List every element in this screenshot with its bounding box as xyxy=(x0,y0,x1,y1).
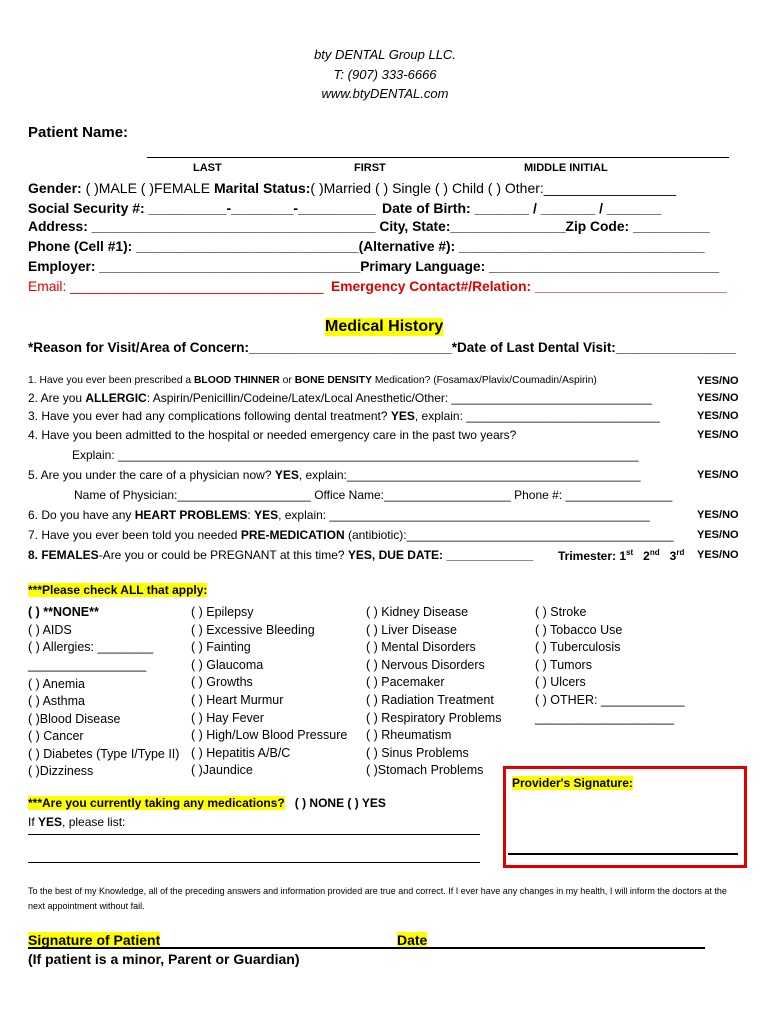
medical-history-title: Medical History xyxy=(325,318,444,335)
disclaimer-text: To the best of my Knowledge, all of the preceding answers and information provided are true and correct. If I ever have any changes in my health, I will inform the doctors at the next appointment without fail. xyxy=(28,886,727,911)
checklist-item[interactable]: ( ) Asthma xyxy=(28,694,85,708)
checklist-item[interactable]: ( ) Tumors xyxy=(535,658,592,672)
medications-options[interactable]: ( ) NONE ( ) YES xyxy=(294,796,386,810)
checklist-item[interactable]: ( ) Cancer xyxy=(28,729,84,743)
emergency-contact-field[interactable]: Emergency Contact#/Relation: _________________________ xyxy=(331,279,727,294)
company-phone: T: (907) 333-6666 xyxy=(333,67,437,82)
checklist-item[interactable]: ( ) Glaucoma xyxy=(191,658,264,672)
ssn-field[interactable]: Social Security #: __________-________-__________ xyxy=(28,200,376,216)
marital-label: Marital Status: xyxy=(213,180,311,196)
q3-rest: , explain: _____________________________ xyxy=(414,409,660,423)
q2-rest: : Aspirin/Penicillin/Codeine/Latex/Local Anesthetic/Other: ______________________________ xyxy=(146,391,652,405)
q3-yesno[interactable]: YES/NO xyxy=(697,410,739,422)
q5-yesno[interactable]: YES/NO xyxy=(697,469,739,481)
question-7[interactable] xyxy=(28,528,674,542)
medications-line-1[interactable] xyxy=(28,834,480,835)
q6-text: 6. Do you have any xyxy=(28,508,135,522)
q5-text: 5. Are you under the care of a physician now? xyxy=(28,468,275,482)
medications-row[interactable] xyxy=(28,796,386,810)
checklist-item[interactable]: _________________ xyxy=(28,658,147,672)
gender-label: Gender: xyxy=(28,180,82,196)
medications-line-2[interactable] xyxy=(28,862,480,863)
employer-field[interactable]: Employer: __________________________________Primary Language: ______________________________ xyxy=(28,259,720,274)
checklist-item[interactable]: ( ) Anemia xyxy=(28,677,85,691)
date-label-text: Date xyxy=(397,932,428,948)
guardian-note: (If patient is a minor, Parent or Guardian) xyxy=(28,951,300,967)
company-name: bty DENTAL Group LLC. xyxy=(314,47,456,62)
q4-explain-field[interactable]: Explain: ______________________________________________________________________________ xyxy=(72,448,639,462)
gender-row[interactable] xyxy=(28,180,676,196)
checklist-item[interactable]: ( ) Fainting xyxy=(191,640,251,654)
checklist-item[interactable]: ( ) Pacemaker xyxy=(366,675,445,689)
dob-field[interactable]: Date of Birth: _______ / _______ / _______ xyxy=(382,200,662,216)
checklist-item[interactable]: ( ) Liver Disease xyxy=(366,623,457,637)
checklist-item[interactable]: ____________________ xyxy=(535,711,675,725)
q8-text: -Are you or could be PREGNANT at this time? xyxy=(98,548,348,562)
checklist-item[interactable]: ( ) Respiratory Problems xyxy=(366,711,502,725)
checklist-item[interactable]: ( ) Allergies: ________ xyxy=(28,640,154,654)
question-6[interactable] xyxy=(28,508,650,522)
checklist-item[interactable]: ( ) Tobacco Use xyxy=(535,623,623,637)
q2-text: 2. Are you xyxy=(28,391,86,405)
checklist-item[interactable]: ( ) Diabetes (Type I/Type II) xyxy=(28,747,180,761)
first-name-label: FIRST xyxy=(354,162,386,174)
q1-yesno[interactable]: YES/NO xyxy=(697,375,739,387)
q5-rest: , explain:____________________________________________ xyxy=(298,468,641,482)
checklist-item[interactable]: ( ) Ulcers xyxy=(535,675,586,689)
checklist-item[interactable]: ( ) Kidney Disease xyxy=(366,605,469,619)
q6-rest: , explain: ________________________________________________ xyxy=(278,508,650,522)
q3-yes: YES xyxy=(390,409,415,423)
date-label xyxy=(397,932,427,948)
patient-name-line[interactable] xyxy=(147,157,729,158)
q7-rest: (antibiotic):________________________________________ xyxy=(344,528,674,542)
q5-physician-field[interactable]: Name of Physician:____________________ Office Name:___________________ Phone #: ________________ xyxy=(74,488,673,502)
gender-options[interactable]: ( )MALE ( )FEMALE xyxy=(85,180,211,196)
company-website: www.btyDENTAL.com xyxy=(321,86,449,101)
signature-line[interactable] xyxy=(28,947,705,949)
checklist-item[interactable]: ( ) **NONE** xyxy=(28,605,99,619)
q8-trimester[interactable]: Trimester: 1st 2nd 3rd xyxy=(558,548,685,563)
question-1: 1. Have you ever been prescribed a BLOOD THINNER or BONE DENSITY Medication? (Fosamax/Plavix/Coumadin/Aspirin) xyxy=(28,375,597,386)
checklist-item[interactable]: ( ) High/Low Blood Pressure xyxy=(191,728,348,742)
provider-signature-text: Provider's Signature: xyxy=(512,776,633,790)
signature-label-text: Signature of Patient xyxy=(28,932,161,948)
q8-females: 8. FEMALES xyxy=(28,548,99,562)
question-4: 4. Have you been admitted to the hospital or needed emergency care in the past two years? xyxy=(28,428,517,442)
signature-of-patient-label xyxy=(28,932,160,948)
checklist-item[interactable]: ( )Dizziness xyxy=(28,764,94,778)
question-3[interactable] xyxy=(28,409,660,423)
checklist-item[interactable]: ( ) Heart Murmur xyxy=(191,693,284,707)
q8-yesno[interactable]: YES/NO xyxy=(697,549,739,561)
checklist-item[interactable]: ( ) Excessive Bleeding xyxy=(191,623,315,637)
checklist-item[interactable]: ( )Stomach Problems xyxy=(366,763,484,777)
provider-signature-label xyxy=(512,776,633,790)
email-field[interactable]: Email: _________________________________ xyxy=(28,279,324,294)
q6-yesno[interactable]: YES/NO xyxy=(697,509,739,521)
provider-signature-line[interactable] xyxy=(508,853,738,855)
checklist-item[interactable]: ( ) Hepatitis A/B/C xyxy=(191,746,291,760)
patient-name-label: Patient Name: xyxy=(28,124,129,141)
marital-options[interactable]: ( )Married ( ) Single ( ) Child ( ) Other:_________________ xyxy=(310,180,677,196)
q6-yes: YES xyxy=(254,508,279,522)
question-2[interactable] xyxy=(28,391,652,405)
q3-text: 3. Have you ever had any complications following dental treatment? xyxy=(28,409,391,423)
medications-if-yes: If YES, please list: xyxy=(28,815,126,829)
middle-initial-label: MIDDLE INITIAL xyxy=(524,162,608,174)
q7-text: 7. Have you ever been told you needed xyxy=(28,528,241,542)
checklist-item[interactable]: ( ) Epilepsy xyxy=(191,605,254,619)
checklist-item[interactable]: ( )Blood Disease xyxy=(28,712,121,726)
medications-question: ***Are you currently taking any medications? xyxy=(28,796,285,810)
checklist-item[interactable]: ( ) Hay Fever xyxy=(191,711,264,725)
q6-colon: : xyxy=(247,508,255,522)
checklist-item[interactable]: ( ) AIDS xyxy=(28,623,72,637)
phone-field[interactable]: Phone (Cell #1): _____________________________(Alternative #): ________________________________ xyxy=(28,239,705,254)
q4-yesno[interactable]: YES/NO xyxy=(697,429,739,441)
checklist-item[interactable]: ( ) Mental Disorders xyxy=(366,640,476,654)
checklist-item[interactable]: ( ) Nervous Disorders xyxy=(366,658,485,672)
checklist-item[interactable]: ( ) Stroke xyxy=(535,605,587,619)
q5-yes: YES xyxy=(274,468,299,482)
question-5[interactable] xyxy=(28,468,641,482)
reason-for-visit-field[interactable]: *Reason for Visit/Area of Concern:___________________________*Date of Last Dental Visit:________________ xyxy=(28,340,736,355)
checklist-item[interactable]: ( ) Growths xyxy=(191,675,253,689)
checklist-item[interactable]: ( ) Tuberculosis xyxy=(535,640,621,654)
address-field[interactable]: Address: _____________________________________ City, State:_______________Zip Code: __________ xyxy=(28,219,710,234)
q8-due-date: YES, DUE DATE: _____________ xyxy=(347,548,534,562)
q6-heart: HEART PROBLEMS xyxy=(134,508,248,522)
checklist-item[interactable]: ( ) OTHER: ____________ xyxy=(535,693,685,707)
q7-premed: PRE-MEDICATION xyxy=(240,528,345,542)
checklist-item[interactable]: ( ) Radiation Treatment xyxy=(366,693,494,707)
question-8[interactable] xyxy=(28,548,533,562)
checklist-item[interactable]: ( )Jaundice xyxy=(191,763,253,777)
q2-allergic: ALLERGIC xyxy=(85,391,147,405)
q2-yesno[interactable]: YES/NO xyxy=(697,392,739,404)
last-name-label: LAST xyxy=(193,162,222,174)
checklist-title: ***Please check ALL that apply: xyxy=(28,583,208,597)
q7-yesno[interactable]: YES/NO xyxy=(697,529,739,541)
checklist-item[interactable]: ( ) Sinus Problems xyxy=(366,746,469,760)
checklist-item[interactable]: ( ) Rheumatism xyxy=(366,728,452,742)
